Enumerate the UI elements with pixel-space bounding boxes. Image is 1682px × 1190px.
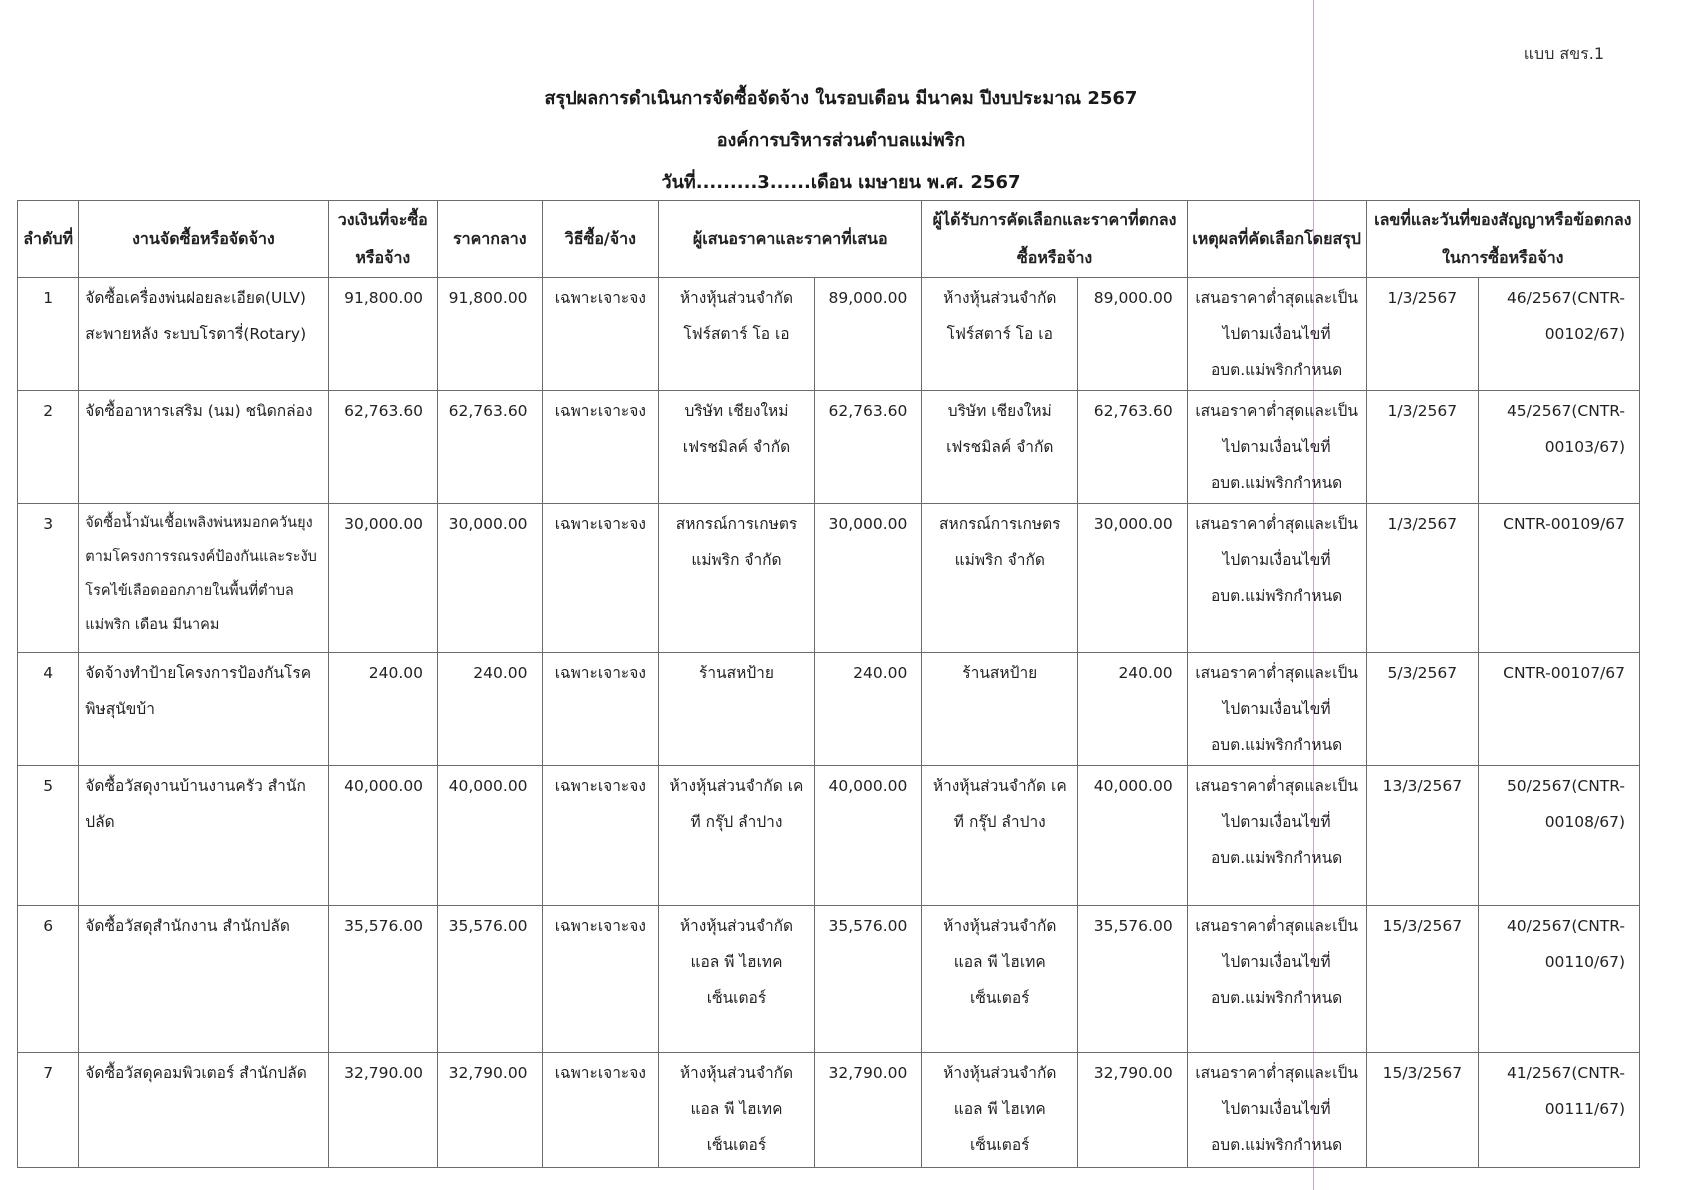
- contract-number: 46/2567(CNTR-00102/67): [1479, 278, 1640, 391]
- winning-price: 32,790.00: [1078, 1053, 1188, 1168]
- procurement-method: เฉพาะเจาะจง: [542, 653, 659, 766]
- bid-price: 35,576.00: [814, 906, 922, 1053]
- header-method: วิธีซื้อ/จ้าง: [542, 201, 659, 278]
- winner-name: ร้านสหป้าย: [922, 653, 1078, 766]
- header-median: ราคากลาง: [438, 201, 543, 278]
- procurement-method: เฉพาะเจาะจง: [542, 504, 659, 653]
- header-reason: เหตุผลที่คัดเลือกโดยสรุป: [1187, 201, 1366, 278]
- bidder-name: ห้างหุ้นส่วนจำกัด แอล พี ไฮเทค เซ็นเตอร์: [659, 906, 815, 1053]
- title-line-3: วันที่.........3......เดือน เมษายน พ.ศ. 2567: [661, 172, 1021, 193]
- item-description: จัดซื้อเครื่องพ่นฝอยละเอียด(ULV) สะพายหลัง ระบบโรตารี่(Rotary): [79, 278, 328, 391]
- row-number: 7: [18, 1053, 79, 1168]
- contract-date: 1/3/2567: [1366, 504, 1479, 653]
- bid-price: 89,000.00: [814, 278, 922, 391]
- budget-amount: 32,790.00: [328, 1053, 438, 1168]
- median-price: 91,800.00: [438, 278, 543, 391]
- table-row: [18, 906, 1640, 1053]
- row-number: 6: [18, 906, 79, 1053]
- item-description: จัดจ้างทำป้ายโครงการป้องกันโรคพิษสุนัขบ้า: [79, 653, 328, 766]
- header-contract: เลขที่และวันที่ของสัญญาหรือข้อตกลงในการซื้อหรือจ้าง: [1366, 201, 1639, 278]
- bidder-name: บริษัท เชียงใหม่ เฟรชมิลค์ จำกัด: [659, 391, 815, 504]
- winning-price: 89,000.00: [1078, 278, 1188, 391]
- contract-date: 1/3/2567: [1366, 391, 1479, 504]
- winning-price: 40,000.00: [1078, 766, 1188, 906]
- item-description: จัดซื้อวัสดุสำนักงาน สำนักปลัด: [79, 906, 328, 1053]
- winner-name: ห้างหุ้นส่วนจำกัด แอล พี ไฮเทค เซ็นเตอร์: [922, 906, 1078, 1053]
- table-row: [18, 278, 1640, 391]
- bid-price: 240.00: [814, 653, 922, 766]
- procurement-method: เฉพาะเจาะจง: [542, 766, 659, 906]
- contract-date: 5/3/2567: [1366, 653, 1479, 766]
- header-winner: ผู้ได้รับการคัดเลือกและราคาที่ตกลงซื้อหรือจ้าง: [922, 201, 1187, 278]
- selection-reason: เสนอราคาต่ำสุดและเป็นไปตามเงื่อนไขที่ อบต.แม่พริกกำหนด: [1187, 504, 1366, 653]
- table-row: [18, 504, 1640, 653]
- bidder-name: สหกรณ์การเกษตรแม่พริก จำกัด: [659, 504, 815, 653]
- winner-name: ห้างหุ้นส่วนจำกัด เค ที กรุ๊ป ลำปาง: [922, 766, 1078, 906]
- bid-price: 32,790.00: [814, 1053, 922, 1168]
- table-row: [18, 653, 1640, 766]
- bidder-name: ห้างหุ้นส่วนจำกัด โฟร์สตาร์ โอ เอ: [659, 278, 815, 391]
- budget-amount: 30,000.00: [328, 504, 438, 653]
- bid-price: 62,763.60: [814, 391, 922, 504]
- contract-date: 15/3/2567: [1366, 906, 1479, 1053]
- selection-reason: เสนอราคาต่ำสุดและเป็นไปตามเงื่อนไขที่ อบต.แม่พริกกำหนด: [1187, 278, 1366, 391]
- winner-name: ห้างหุ้นส่วนจำกัด แอล พี ไฮเทค เซ็นเตอร์: [922, 1053, 1078, 1168]
- budget-amount: 62,763.60: [328, 391, 438, 504]
- procurement-method: เฉพาะเจาะจง: [542, 391, 659, 504]
- contract-number: 41/2567(CNTR-00111/67): [1479, 1053, 1640, 1168]
- budget-amount: 240.00: [328, 653, 438, 766]
- contract-number: CNTR-00109/67: [1479, 504, 1640, 653]
- median-price: 240.00: [438, 653, 543, 766]
- selection-reason: เสนอราคาต่ำสุดและเป็นไปตามเงื่อนไขที่ อบต.แม่พริกกำหนด: [1187, 1053, 1366, 1168]
- bidder-name: ห้างหุ้นส่วนจำกัด แอล พี ไฮเทค เซ็นเตอร์: [659, 1053, 815, 1168]
- median-price: 32,790.00: [438, 1053, 543, 1168]
- table-header-row: [18, 201, 1640, 278]
- winning-price: 62,763.60: [1078, 391, 1188, 504]
- median-price: 40,000.00: [438, 766, 543, 906]
- procurement-method: เฉพาะเจาะจง: [542, 906, 659, 1053]
- document-titles: [0, 78, 1682, 204]
- table-row: [18, 391, 1640, 504]
- contract-number: 45/2567(CNTR-00103/67): [1479, 391, 1640, 504]
- median-price: 30,000.00: [438, 504, 543, 653]
- row-number: 3: [18, 504, 79, 653]
- title-line-1: สรุปผลการดำเนินการจัดซื้อจัดจ้าง ในรอบเดือน มีนาคม ปีงบประมาณ 2567: [544, 88, 1138, 109]
- selection-reason: เสนอราคาต่ำสุดและเป็นไปตามเงื่อนไขที่ อบต.แม่พริกกำหนด: [1187, 906, 1366, 1053]
- item-description: จัดซื้อวัสดุงานบ้านงานครัว สำนักปลัด: [79, 766, 328, 906]
- selection-reason: เสนอราคาต่ำสุดและเป็นไปตามเงื่อนไขที่ อบต.แม่พริกกำหนด: [1187, 391, 1366, 504]
- bid-price: 40,000.00: [814, 766, 922, 906]
- winning-price: 240.00: [1078, 653, 1188, 766]
- bidder-name: ห้างหุ้นส่วนจำกัด เค ที กรุ๊ป ลำปาง: [659, 766, 815, 906]
- budget-amount: 40,000.00: [328, 766, 438, 906]
- contract-date: 15/3/2567: [1366, 1053, 1479, 1168]
- title-line-2: องค์การบริหารส่วนตำบลแม่พริก: [716, 130, 966, 151]
- row-number: 5: [18, 766, 79, 906]
- row-number: 4: [18, 653, 79, 766]
- contract-date: 1/3/2567: [1366, 278, 1479, 391]
- table-row: [18, 1053, 1640, 1168]
- contract-number: 40/2567(CNTR-00110/67): [1479, 906, 1640, 1053]
- row-number: 1: [18, 278, 79, 391]
- header-bidders: ผู้เสนอราคาและราคาที่เสนอ: [659, 201, 922, 278]
- item-description: จัดซื้อวัสดุคอมพิวเตอร์ สำนักปลัด: [79, 1053, 328, 1168]
- procurement-method: เฉพาะเจาะจง: [542, 278, 659, 391]
- contract-number: 50/2567(CNTR-00108/67): [1479, 766, 1640, 906]
- selection-reason: เสนอราคาต่ำสุดและเป็นไปตามเงื่อนไขที่ อบต.แม่พริกกำหนด: [1187, 653, 1366, 766]
- contract-date: 13/3/2567: [1366, 766, 1479, 906]
- bid-price: 30,000.00: [814, 504, 922, 653]
- item-description: จัดซื้อน้ำมันเชื้อเพลิงพ่นหมอกควันยุงตามโครงการรณรงค์ป้องกันและระงับโรคไข้เลือดออกภายในพื้นที่ตำบลแม่พริก เดือน มีนาคม: [79, 504, 328, 653]
- header-no: ลำดับที่: [18, 201, 79, 278]
- winner-name: สหกรณ์การเกษตรแม่พริก จำกัด: [922, 504, 1078, 653]
- budget-amount: 91,800.00: [328, 278, 438, 391]
- contract-number: CNTR-00107/67: [1479, 653, 1640, 766]
- bidder-name: ร้านสหป้าย: [659, 653, 815, 766]
- winner-name: ห้างหุ้นส่วนจำกัด โฟร์สตาร์ โอ เอ: [922, 278, 1078, 391]
- header-item: งานจัดซื้อหรือจัดจ้าง: [79, 201, 328, 278]
- row-number: 2: [18, 391, 79, 504]
- winning-price: 35,576.00: [1078, 906, 1188, 1053]
- median-price: 62,763.60: [438, 391, 543, 504]
- budget-amount: 35,576.00: [328, 906, 438, 1053]
- table-row: [18, 766, 1640, 906]
- item-description: จัดซื้ออาหารเสริม (นม) ชนิดกล่อง: [79, 391, 328, 504]
- header-budget: วงเงินที่จะซื้อหรือจ้าง: [328, 201, 438, 278]
- procurement-table: [17, 200, 1640, 1168]
- median-price: 35,576.00: [438, 906, 543, 1053]
- procurement-method: เฉพาะเจาะจง: [542, 1053, 659, 1168]
- form-code: แบบ สขร.1: [1523, 44, 1604, 63]
- winning-price: 30,000.00: [1078, 504, 1188, 653]
- winner-name: บริษัท เชียงใหม่ เฟรชมิลค์ จำกัด: [922, 391, 1078, 504]
- selection-reason: เสนอราคาต่ำสุดและเป็นไปตามเงื่อนไขที่ อบต.แม่พริกกำหนด: [1187, 766, 1366, 906]
